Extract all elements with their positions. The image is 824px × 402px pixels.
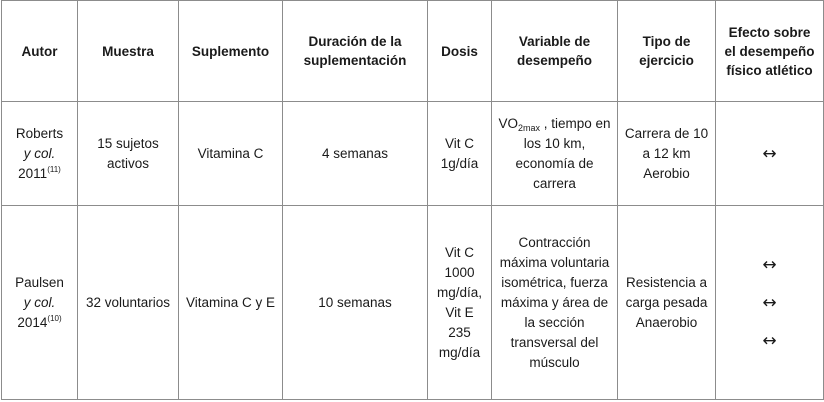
header-supplement: Suplemento	[179, 1, 283, 102]
author-name: Paulsen	[15, 274, 64, 290]
author-year-line	[18, 166, 61, 181]
header-duration: Duración de la suplementación	[283, 1, 428, 102]
effect-cell	[716, 206, 824, 400]
sample-cell: 32 voluntarios	[78, 206, 179, 400]
author-name: Roberts	[15, 125, 64, 141]
dose-cell: Vit C 1g/día	[428, 102, 492, 206]
author-cell	[2, 206, 78, 400]
author-ref: (11)	[47, 164, 61, 174]
header-exercise: Tipo de ejercicio	[618, 1, 716, 102]
variable-vo2: VO	[498, 115, 518, 131]
dose-cell: Vit C 1000 mg/día, Vit E 235 mg/día	[428, 206, 492, 400]
header-author: Autor	[2, 1, 78, 102]
header-variable: Variable de desempeño	[492, 1, 618, 102]
supplement-cell: Vitamina C	[179, 102, 283, 206]
exercise-cell: Resistencia a carga pesada Anaerobio	[618, 206, 716, 400]
variable-rest: , tiempo en los 10 km, economía de carrera	[515, 115, 611, 191]
supplement-cell: Vitamina C y E	[179, 206, 283, 400]
author-etal: y col.	[23, 145, 56, 161]
header-dose: Dosis	[428, 1, 492, 102]
variable-vo2-sub: 2max	[517, 122, 540, 133]
author-cell	[2, 102, 78, 206]
bidirectional-arrow-icon: ↔	[762, 292, 777, 313]
effect-cell	[716, 102, 824, 206]
table-row	[2, 206, 824, 400]
sample-cell: 15 sujetos activos	[78, 102, 179, 206]
header-sample: Muestra	[78, 1, 179, 102]
table-header-row	[2, 1, 824, 102]
study-table	[1, 0, 824, 400]
author-year: 2014	[17, 314, 48, 330]
bidirectional-arrow-icon: ↔	[762, 254, 777, 275]
author-ref: (10)	[47, 313, 62, 323]
header-effect: Efecto sobre el desempeño físico atlético	[716, 1, 824, 102]
author-year: 2011	[18, 165, 48, 181]
bidirectional-arrow-icon: ↔	[762, 330, 777, 351]
variable-cell: Contracción máxima voluntaria isométrica, fuerza máxima y área de la sección transversal del músculo	[492, 206, 618, 400]
table-row	[2, 102, 824, 206]
variable-cell	[492, 102, 618, 206]
author-etal: y col.	[23, 294, 56, 310]
duration-cell: 10 semanas	[283, 206, 428, 400]
author-year-line	[17, 315, 61, 330]
bidirectional-arrow-icon: ↔	[762, 143, 777, 164]
duration-cell: 4 semanas	[283, 102, 428, 206]
exercise-cell: Carrera de 10 a 12 km Aerobio	[618, 102, 716, 206]
